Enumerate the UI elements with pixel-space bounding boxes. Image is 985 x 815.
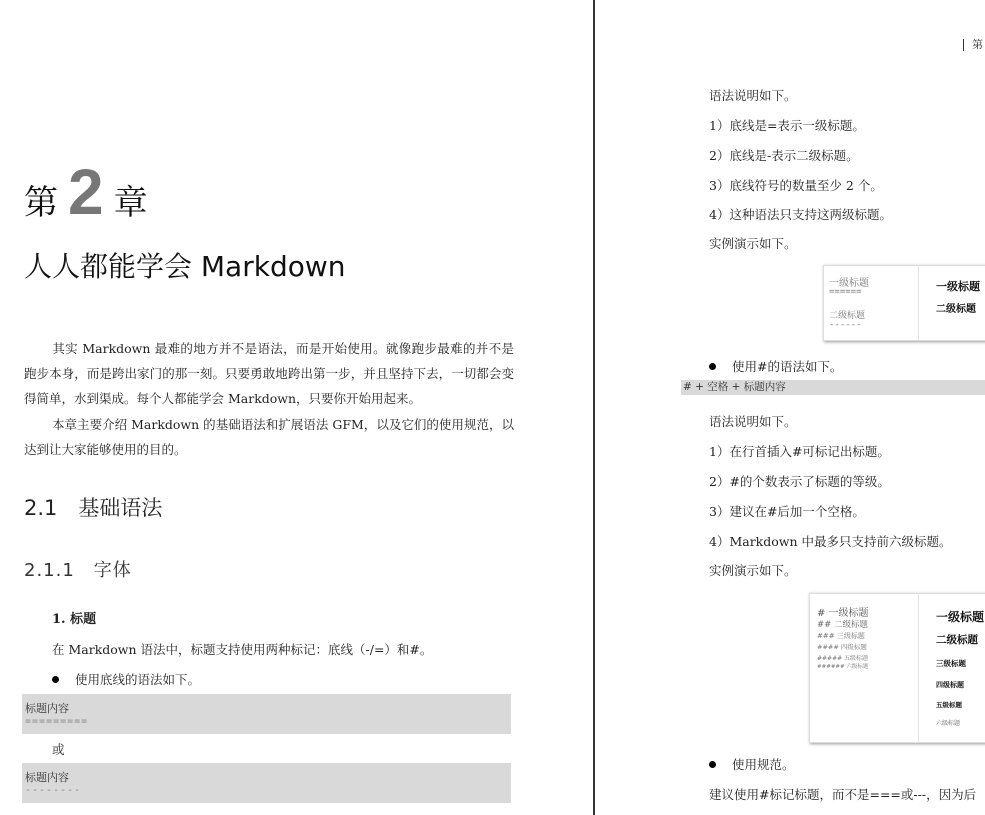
rule-line: 2）底线是-表示二级标题。 (709, 148, 859, 163)
demo-source-text: # 一级标题 (817, 608, 869, 619)
demo-output-heading: 一级标题 (936, 610, 985, 624)
rule-line: 1）在行首插入#可标记出标题。 (709, 444, 890, 459)
intro-paragraph-1 (24, 336, 514, 411)
rule-line: 1）底线是=表示一级标题。 (709, 118, 865, 133)
demo-image-1 (823, 265, 985, 341)
demo-source-text: 一级标题 (829, 278, 869, 289)
section-title: 2.1 基础语法 (24, 496, 163, 520)
demo-source-text: ##### 五级标题 (817, 655, 869, 662)
subsection-title: 2.1.1 字体 (24, 560, 132, 581)
chapter-suffix: 章 (113, 183, 148, 223)
demo-source-text: ====== (829, 287, 862, 297)
demo-source-text: ## 二级标题 (817, 620, 868, 630)
intro-paragraph-2-text: 本章主要介绍 Markdown 的基础语法和扩展语法 GFM，以及它们的使用规范，以达到让大家能够使用的目的。 (24, 417, 514, 457)
code-line: ========= (25, 716, 89, 727)
code-line: -------- (25, 785, 82, 796)
running-header (963, 36, 983, 52)
demo-output-h2: 二级标题 (936, 304, 976, 315)
bullet-dot (52, 676, 59, 683)
header-bar (963, 39, 964, 51)
heading-intro: 在 Markdown 语法中，标题支持使用两种标记：底线（-/=）和#。 (52, 642, 433, 657)
code-strip: # + 空格 + 标题内容 (681, 380, 985, 395)
syntax-intro: 语法说明如下。 (709, 88, 797, 103)
bullet-usage-text: 使用规范。 (732, 757, 795, 772)
demo-output-heading: 五级标题 (936, 701, 962, 709)
demo-output-heading: 三级标题 (936, 659, 966, 668)
demo-output-heading: 二级标题 (936, 634, 978, 646)
or-text: 或 (52, 742, 65, 757)
demo-source-text: ###### 六级标题 (817, 664, 869, 670)
running-header-text: 第 (972, 38, 983, 51)
rule-line: 4）这种语法只支持这两级标题。 (709, 207, 892, 222)
intro-paragraph-2 (24, 412, 514, 462)
syntax-intro-2: 语法说明如下。 (709, 414, 797, 429)
code-block-1 (22, 694, 511, 734)
bullet-underline-text: 使用底线的语法如下。 (75, 672, 201, 687)
bullet-hash-text: 使用#的语法如下。 (732, 359, 843, 374)
rule-line: 3）底线符号的数量至少 2 个。 (709, 178, 883, 193)
chapter-number: 2 (68, 156, 104, 228)
demo-intro: 实例演示如下。 (709, 236, 797, 251)
demo-source-text: #### 四级标题 (817, 643, 867, 651)
bullet-hash (709, 357, 842, 375)
code-line: 标题内容 (25, 702, 69, 715)
rule-line: 2）#的个数表示了标题的等级。 (709, 474, 890, 489)
intro-paragraph-1-text: 其实 Markdown 最难的地方并不是语法，而是开始使用。就像跑步最难的并不是跑步本身，而是跨出家门的那一刻。只要勇敢地跨出第一步，并且坚持下去，一切都会变得简单，水到渠成。每个人都能学会 Markdown，只要你开始用起来。 (24, 341, 514, 406)
chapter-heading (24, 156, 148, 228)
demo-source-text: 二级标题 (829, 311, 866, 321)
usage-text: 建议使用#标记标题，而不是===或---，因为后 (709, 787, 977, 802)
demo-intro-2: 实例演示如下。 (709, 563, 797, 578)
code-block-2 (22, 763, 511, 803)
rule-line: 4）Markdown 中最多只支持前六级标题。 (709, 534, 952, 549)
item-title: 1. 标题 (52, 612, 97, 627)
code-line: 标题内容 (25, 771, 69, 784)
demo-output-h1: 一级标题 (936, 280, 980, 293)
chapter-prefix: 第 (24, 183, 58, 223)
demo-output-heading: 六级标题 (936, 720, 961, 727)
demo-source-text: ------ (829, 320, 862, 330)
demo-source-text: ### 三级标题 (817, 632, 865, 640)
demo-output-heading: 四级标题 (936, 681, 964, 689)
page-divider (593, 0, 595, 815)
bullet-underline (52, 670, 200, 688)
bullet-dot (709, 363, 716, 370)
chapter-title: 人人都能学会 Markdown (24, 250, 346, 283)
rule-line: 3）建议在#后加一个空格。 (709, 504, 865, 519)
right-page (597, 0, 985, 815)
